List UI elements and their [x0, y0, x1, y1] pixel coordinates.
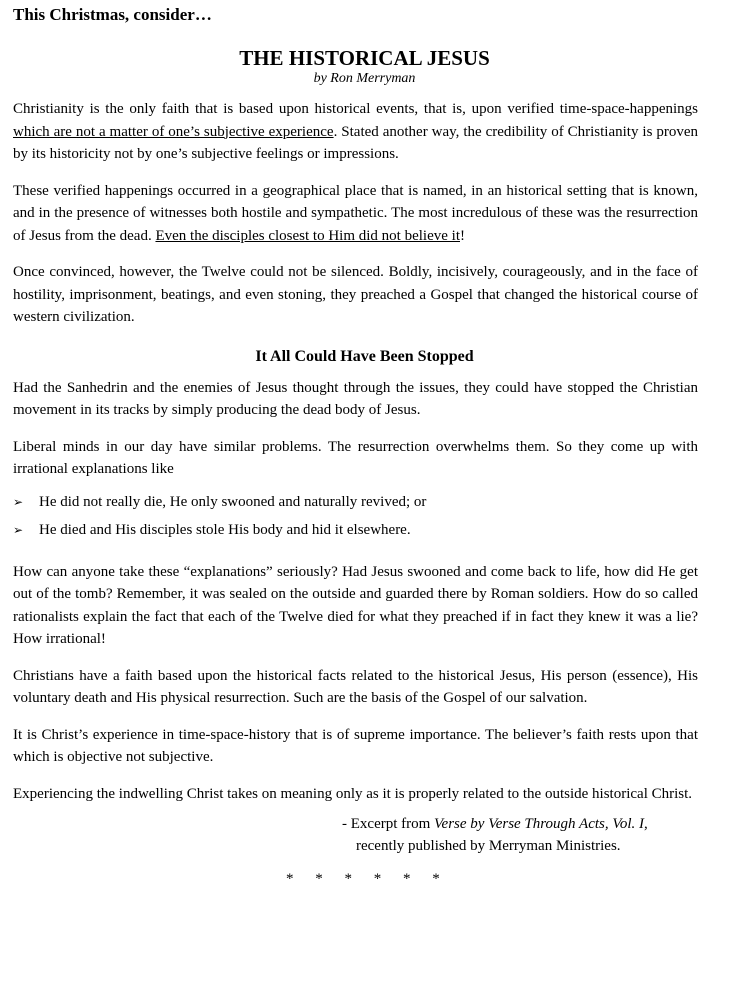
paragraph-2: These verified happenings occurred in a geographical place that is named, in an historical setting that is known, and in the presence of witnesses both hostile and sympathetic. The most incredulous of these was the resurrection of Jesus from the dead. Even the disciples closest to Him did not believe it! [13, 182, 698, 244]
article-byline: by Ron Merryman [313, 71, 416, 86]
list-item: ➢ He did not really die, He only swooned and naturally revived; or [13, 491, 698, 513]
paragraph-1: Christianity is the only faith that is based upon historical events, that is, upon verified time-space-happenings which are not a matter of one’s subjective experience. Stated another way, the credibility of Christianity is proven by its historicity not by one’s subjective feelings or impressions. [13, 101, 699, 162]
paragraph-6: How can anyone take these “explanations” seriously? Had Jesus swooned and come back to life, how did He get out of the tomb? Remember, it was sealed on the outside and guarded there by Roman soldiers. How do so called rationalists explain the fact that each of the Twelve died for what they preached if in fact they knew it was a lie? How irrational! [13, 563, 698, 647]
article-title: THE HISTORICAL JESUS [239, 46, 490, 70]
underlined-phrase: which are not a matter of one’s subjective experience [13, 123, 334, 140]
underlined-phrase: Even the disciples closest to Him did not believe it [155, 227, 460, 244]
paragraph-8: It is Christ’s experience in time-space-history that is of supreme importance. The believer’s faith rests upon that which is objective not subjective. [13, 726, 698, 765]
arrow-bullet-icon: ➢ [13, 522, 24, 537]
arrow-bullet-icon: ➢ [13, 494, 24, 509]
section-heading: It All Could Have Been Stopped [255, 347, 474, 365]
paragraph-7: Christians have a faith based upon the historical facts related to the historical Jesus, His person (essence), His voluntary death and His physical resurrection. Such are the basis of the Gospel of our salvation. [13, 667, 698, 706]
separator-stars: * * * * * * [286, 871, 440, 887]
list-item: ➢ He died and His disciples stole His body and hid it elsewhere. [13, 519, 698, 541]
paragraph-5: Liberal minds in our day have similar problems. The resurrection overwhelms them. So they come up with irrational explanations like [13, 438, 698, 477]
paragraph-4: Had the Sanhedrin and the enemies of Jesus thought through the issues, they could have stopped the Christian movement in its tracks by simply producing the dead body of Jesus. [13, 379, 698, 418]
intro-heading: This Christmas, consider… [13, 5, 212, 24]
paragraph-3: Once convinced, however, the Twelve could not be silenced. Boldly, incisively, courageously, and in the face of hostility, imprisonment, beatings, and even stoning, they preached a Gospel that changed the historical course of western civilization. [13, 264, 698, 325]
explanations-list [13, 491, 698, 541]
book-title: Verse by Verse Through Acts, Vol. I [434, 816, 645, 832]
paragraph-9: Experiencing the indwelling Christ takes on meaning only as it is properly related to the outside historical Christ. [13, 785, 693, 802]
excerpt-credit: - Excerpt from Verse by Verse Through Acts, Vol. I, recently published by Merryman Ministries. [342, 816, 648, 854]
